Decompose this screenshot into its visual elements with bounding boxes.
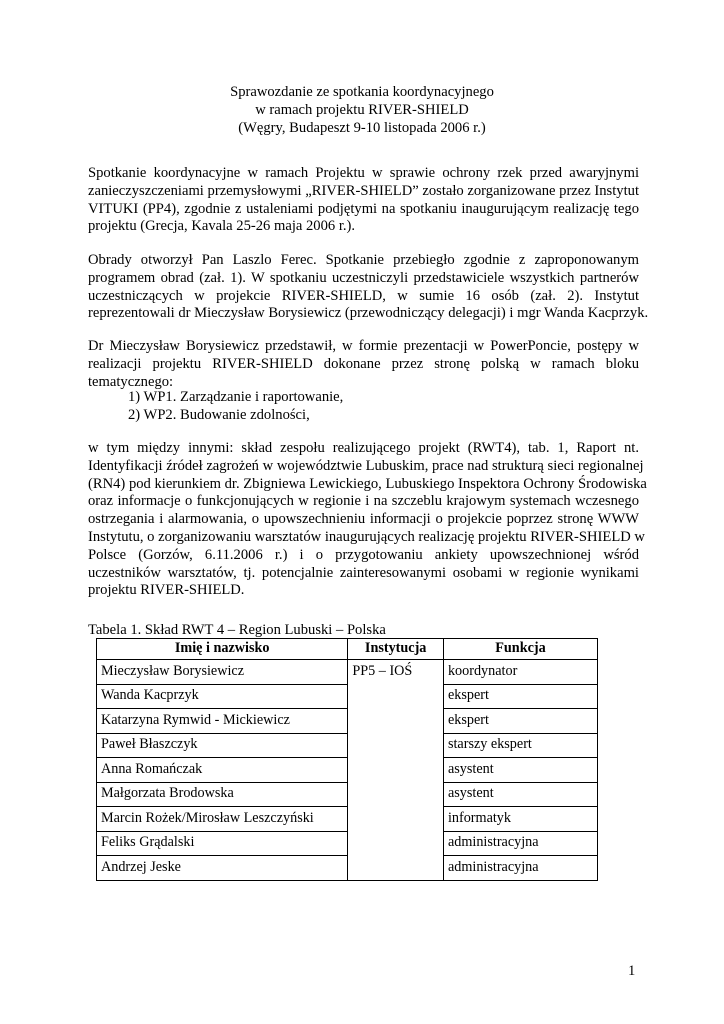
paragraph-line: realizacji projektu RIVER-SHIELD dokonane przez stronę polską w ramach bloku <box>88 355 639 372</box>
paragraph-line: VITUKI (PP4), zgodnie z ustaleniami podjętymi na spotkaniu inaugurującym realizację tego <box>88 200 639 217</box>
work-package-list <box>128 389 343 425</box>
paragraph-details <box>88 440 647 600</box>
paragraph-line: oraz informacje o funkcjonujących w regionie i na szczeblu krajowym systemach wczesnego <box>88 493 639 510</box>
paragraph-line: Spotkanie koordynacyjne w ramach Projektu w sprawie ochrony rzek przed awaryjnymi <box>88 165 639 181</box>
page-number: 1 <box>628 963 636 979</box>
header-function: Funkcja <box>443 639 597 660</box>
list-item: 2) WP2. Budowanie zdolności, <box>128 406 310 423</box>
cell-function: ekspert <box>443 709 597 734</box>
table-row <box>97 660 598 685</box>
title-line-2: w ramach projektu RIVER-SHIELD <box>255 101 469 118</box>
cell-institution: PP5 – IOŚ <box>348 660 444 881</box>
table-row <box>97 831 598 856</box>
paragraph-line: Identyfikacji źródeł zagrożeń w województwie Lubuskim, prace nad strukturą sieci regionalnej <box>88 457 644 474</box>
paragraph-line: programem obrad (zał. 1). W spotkaniu uczestniczyli przedstawiciele wszystkich partnerów <box>88 269 639 286</box>
paragraph-line: reprezentowali dr Mieczysław Borysiewicz (przewodniczący delegacji) i mgr Wanda Kacprzyk. <box>88 305 649 322</box>
cell-function: koordynator <box>443 660 597 685</box>
cell-name: Wanda Kacprzyk <box>97 684 348 709</box>
table-row <box>97 709 598 734</box>
table-row <box>97 758 598 783</box>
paragraph-intro <box>88 165 639 236</box>
title-line-1: Sprawozdanie ze spotkania koordynacyjnego <box>230 84 494 100</box>
header-name: Imię i nazwisko <box>97 639 348 660</box>
title-line-3: (Węgry, Budapeszt 9-10 listopada 2006 r.) <box>238 119 486 136</box>
cell-name: Marcin Rożek/Mirosław Leszczyński <box>97 807 348 832</box>
cell-name: Anna Romańczak <box>97 758 348 783</box>
paragraph-line: w tym między innymi: skład zespołu realizującego projekt (RWT4), tab. 1, Raport nt. <box>88 440 639 456</box>
cell-name: Andrzej Jeske <box>97 856 348 881</box>
paragraph-line: uczestniczących w projekcie RIVER-SHIELD, w sumie 16 osób (zał. 2). Instytut <box>88 287 639 304</box>
paragraph-line: ostrzegania i alarmowania, o upowszechnieniu informacji o projekcie poprzez stronę WWW <box>88 511 639 528</box>
cell-function: asystent <box>443 782 597 807</box>
paragraph-line: Dr Mieczysław Borysiewicz przedstawił, w formie prezentacji w PowerPoncie, postępy w <box>88 338 639 354</box>
table-row <box>97 807 598 832</box>
table-row <box>97 733 598 758</box>
paragraph-line: projektu RIVER-SHIELD. <box>88 582 245 599</box>
cell-function: starszy ekspert <box>443 733 597 758</box>
table-caption: Tabela 1. Skład RWT 4 – Region Lubuski – Polska <box>88 622 386 638</box>
table-header-row <box>97 639 598 660</box>
cell-function: informatyk <box>443 807 597 832</box>
cell-name: Małgorzata Brodowska <box>97 782 348 807</box>
paragraph-line: Obrady otworzył Pan Laszlo Ferec. Spotkanie przebiegło zgodnie z zaproponowanym <box>88 252 639 268</box>
cell-function: ekspert <box>443 684 597 709</box>
document-title <box>0 84 724 137</box>
cell-name: Katarzyna Rymwid - Mickiewicz <box>97 709 348 734</box>
table-row <box>97 684 598 709</box>
paragraph-line: (RN4) pod kierunkiem dr. Zbigniewa Lewickiego, Lubuskiego Inspektora Ochrony Środowiska <box>88 475 647 492</box>
paragraph-line: projektu (Grecja, Kavala 25-26 maja 2006 r.). <box>88 218 356 235</box>
header-institution: Instytucja <box>348 639 444 660</box>
paragraph-line: Polsce (Gorzów, 6.11.2006 r.) i o przygotowaniu ankiety upowszechnionej wśród <box>88 546 639 563</box>
rwt-members-table <box>96 638 598 881</box>
paragraph-line: uczestników warsztatów, tj. potencjalnie zainteresowanymi osobami w regionie wynikami <box>88 564 639 581</box>
table-row <box>97 782 598 807</box>
paragraph-line: zanieczyszczeniami przemysłowymi „RIVER-SHIELD” zostało zorganizowane przez Instytut <box>88 182 639 199</box>
cell-name: Feliks Grądalski <box>97 831 348 856</box>
paragraph-presentation <box>88 338 639 391</box>
paragraph-opening <box>88 252 649 323</box>
cell-function: administracyjna <box>443 831 597 856</box>
paragraph-line: Instytutu, o zorganizowaniu warsztatów inaugurujących realizację projektu RIVER-SHIELD w <box>88 528 645 545</box>
cell-name: Mieczysław Borysiewicz <box>97 660 348 685</box>
cell-function: administracyjna <box>443 856 597 881</box>
table-row <box>97 856 598 881</box>
cell-function: asystent <box>443 758 597 783</box>
paragraph-line: tematycznego: <box>88 373 174 390</box>
cell-name: Paweł Błaszczyk <box>97 733 348 758</box>
list-item: 1) WP1. Zarządzanie i raportowanie, <box>128 389 344 405</box>
